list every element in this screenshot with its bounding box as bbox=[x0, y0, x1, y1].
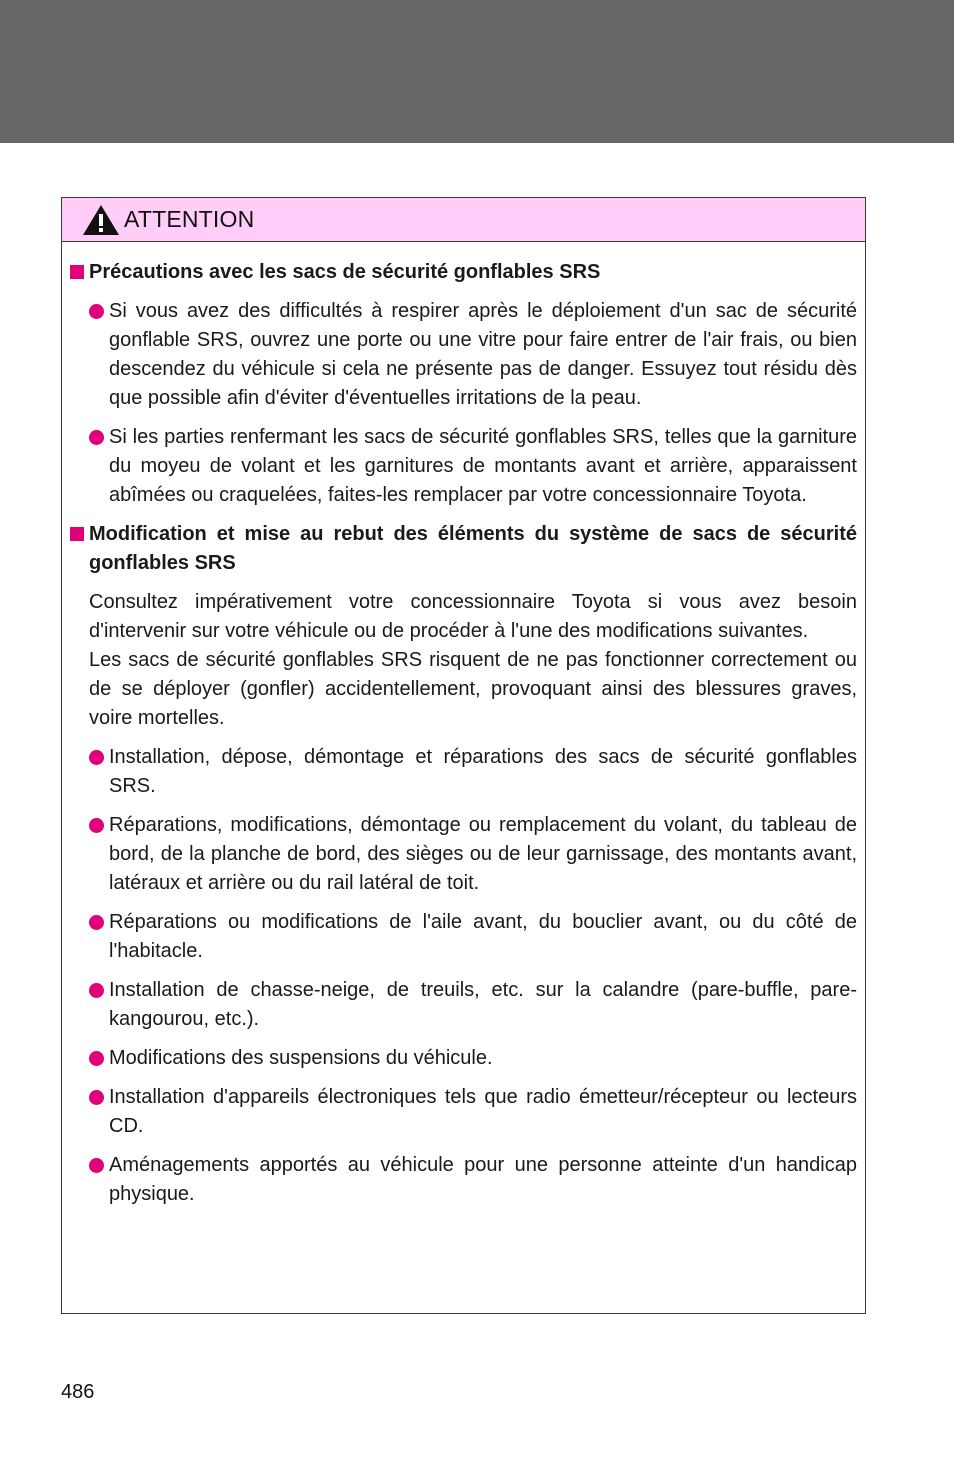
list-item bbox=[109, 1083, 857, 1141]
list-item-text: Installation de chasse-neige, de treuils, etc. sur la calandre (pare-buffle, pare-kangourou, etc.). bbox=[109, 979, 857, 1030]
top-banner bbox=[0, 0, 954, 143]
section-heading-precautions bbox=[62, 258, 857, 287]
caution-body bbox=[62, 242, 865, 1219]
page-number: 486 bbox=[61, 1381, 95, 1403]
square-bullet-icon bbox=[70, 527, 84, 541]
circle-bullet-icon bbox=[89, 818, 104, 833]
list-item-text: Installation d'appareils électroniques tels que radio émetteur/récepteur ou lecteurs CD. bbox=[109, 1086, 857, 1137]
caution-box bbox=[61, 197, 866, 1314]
list-item bbox=[109, 811, 857, 898]
list-item bbox=[109, 423, 857, 510]
list-item bbox=[109, 297, 857, 413]
circle-bullet-icon bbox=[89, 915, 104, 930]
circle-bullet-icon bbox=[89, 983, 104, 998]
list-item bbox=[109, 1151, 857, 1209]
list-item-text: Réparations, modifications, démontage ou remplacement du volant, du tableau de bord, de la planche de bord, des sièges ou de leur garnissage, des montants avant, latéraux et arrière ou du rail latéral de toit. bbox=[109, 814, 857, 894]
circle-bullet-icon bbox=[89, 1090, 104, 1105]
section-heading-modification bbox=[62, 520, 857, 578]
circle-bullet-icon bbox=[89, 1158, 104, 1173]
square-bullet-icon bbox=[70, 265, 84, 279]
list-item bbox=[109, 976, 857, 1034]
caution-title: ATTENTION bbox=[124, 206, 255, 232]
list-item bbox=[109, 908, 857, 966]
circle-bullet-icon bbox=[89, 304, 104, 319]
section-heading-text: Précautions avec les sacs de sécurité gonflables SRS bbox=[89, 261, 601, 283]
circle-bullet-icon bbox=[89, 750, 104, 765]
list-item-text: Si les parties renfermant les sacs de sécurité gonflables SRS, telles que la garniture du moyeu de volant et les garnitures de montants avant et arrière, apparaissent abîmées ou craquelées, faites-les remplacer par votre concessionnaire Toyota. bbox=[109, 426, 857, 506]
list-item bbox=[109, 743, 857, 801]
list-item-text: Aménagements apportés au véhicule pour une personne atteinte d'un handicap physique. bbox=[109, 1154, 857, 1205]
section-heading-text: Modification et mise au rebut des éléments du système de sacs de sécurité gonflables SRS bbox=[89, 523, 857, 574]
circle-bullet-icon bbox=[89, 430, 104, 445]
list-item-text: Si vous avez des difficultés à respirer après le déploiement d'un sac de sécurité gonflable SRS, ouvrez une porte ou une vitre pour faire entrer de l'air frais, ou bien descendez du véhicule si cela ne présente pas de danger. Essuyez tout résidu dès que possible afin d'éviter d'éventuelles irritations de la peau. bbox=[109, 300, 857, 409]
list-item-text: Réparations ou modifications de l'aile avant, du bouclier avant, ou du côté de l'habitacle. bbox=[109, 911, 857, 962]
list-item-text: Installation, dépose, démontage et réparations des sacs de sécurité gonflables SRS. bbox=[109, 746, 857, 797]
list-item-text: Modifications des suspensions du véhicule. bbox=[109, 1047, 493, 1069]
caution-header bbox=[62, 198, 865, 242]
circle-bullet-icon bbox=[89, 1051, 104, 1066]
warning-triangle-icon bbox=[82, 204, 120, 236]
list-item bbox=[109, 1044, 857, 1073]
paragraph-warning: Les sacs de sécurité gonflables SRS risquent de ne pas fonctionner correctement ou de se déployer (gonfler) accidentellement, provoquant ainsi des blessures graves, voire mortelles. bbox=[89, 649, 857, 729]
paragraph-intro: Consultez impérativement votre concessionnaire Toyota si vous avez besoin d'intervenir sur votre véhicule ou de procéder à l'une des modifications suivantes. bbox=[89, 591, 857, 642]
